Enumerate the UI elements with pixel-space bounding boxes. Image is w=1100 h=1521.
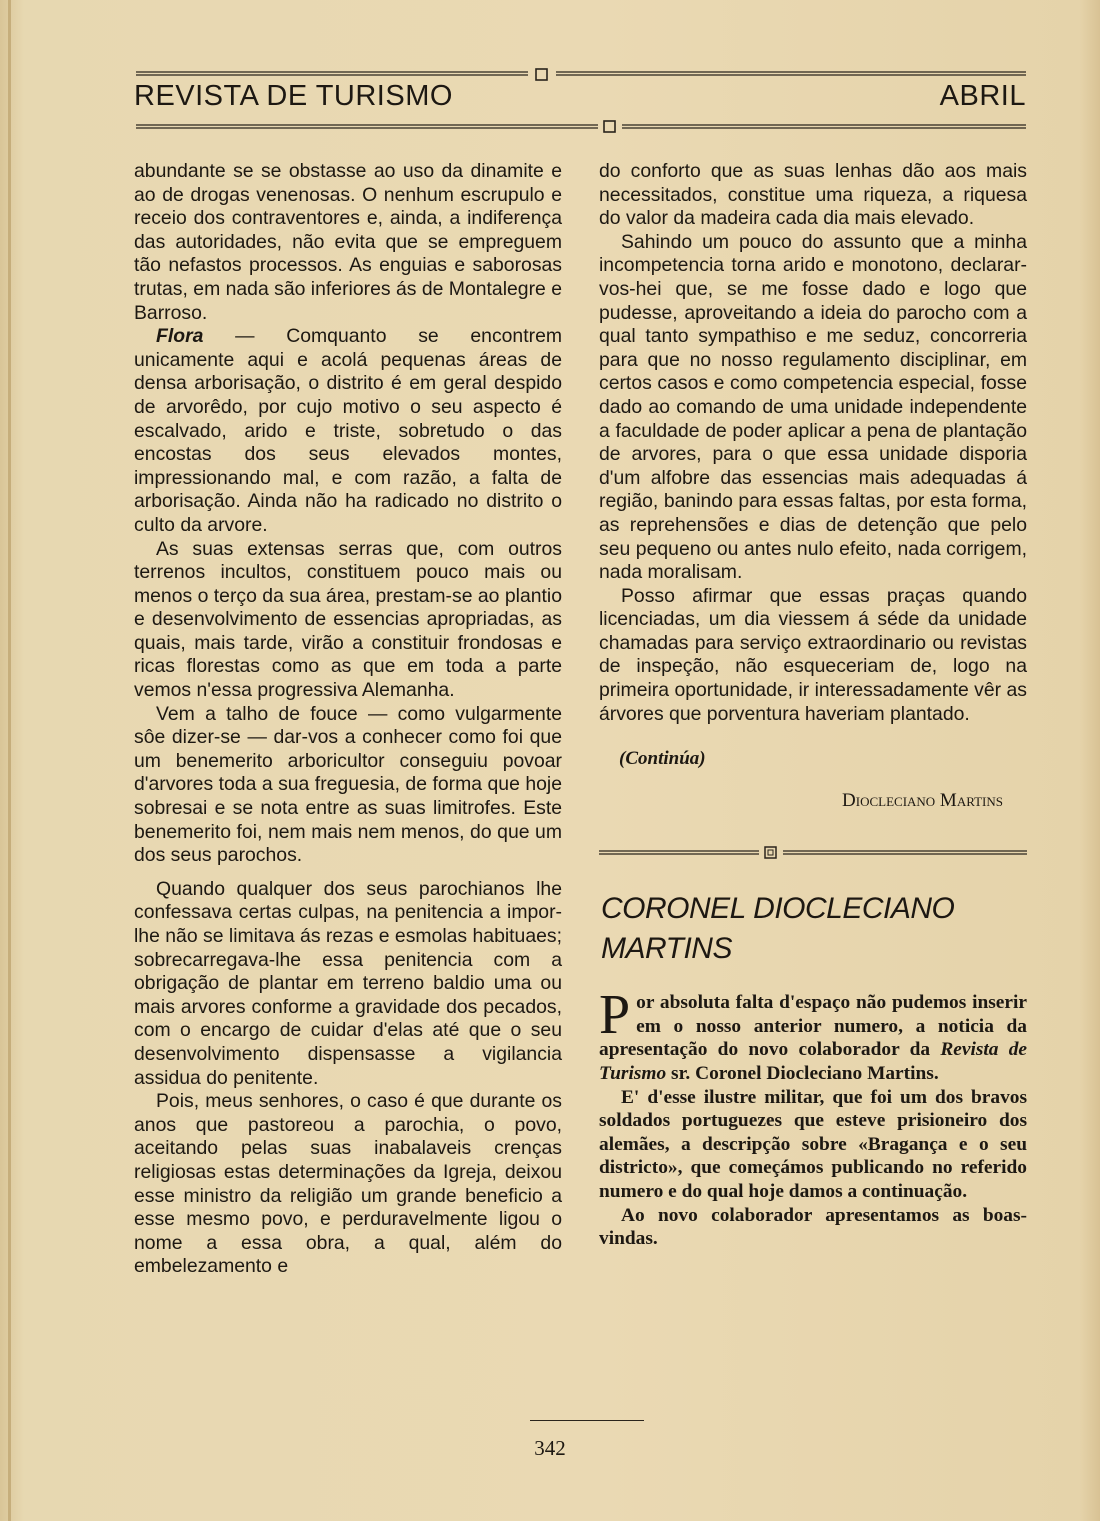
page-edge xyxy=(8,0,11,1521)
paragraph-flora xyxy=(134,325,562,537)
issue-month: ABRIL xyxy=(939,80,1026,112)
section-divider xyxy=(599,846,1027,860)
notice-text: or absoluta falta d'espaço não pudemos inserir em o nosso anterior numero, a noticia da apresentação do novo colaborador da xyxy=(599,992,1027,1061)
article-title xyxy=(601,889,1027,969)
section-lead-flora: Flora xyxy=(156,325,204,348)
page-number: 342 xyxy=(534,1436,566,1460)
header-bottom-rule xyxy=(136,120,1026,134)
left-column xyxy=(134,160,562,1279)
paragraph: Sahindo um pouco do assunto que a minha incompetencia torna arido e monotono, declarar-vos-hei que, se me fosse dado e logo que pudesse, aproveitando a ideia do parocho com a qual tanto sympathiso e me seduz, concorreria para que no nosso regulamento disciplinar, em certos casos e como competencia especial, fosse dado ao comando de uma unidade independente a faculdade de poder aplicar a pena de plantação de arvores, para o que essa unidade disporia d'um alfobre das essencias mais adequadas á região, banindo para essas faltas, por esta forma, as reprehensões e dias de detenção que pelo seu pequeno ou antes nulo efeito, nada corrigem, nada moralisam. xyxy=(599,230,1027,584)
right-column xyxy=(599,160,1027,1251)
author-signature: Diocleciano Martins xyxy=(842,790,1003,812)
journal-name: Revista de Turismo xyxy=(599,1039,1028,1085)
article-title-line: CORONEL DIOCLECIANO xyxy=(601,892,955,926)
notice-paragraph: E' d'esse ilustre militar, que foi um dos bravos soldados portuguezes que esteve prisioneiro dos alemães, a descripção sobre «Bragança e o seu districto», que começámos publicando no referido numero e do qual hoje damos a continuação. xyxy=(599,1086,1027,1202)
paragraph: do conforto que as suas lenhas dão aos mais necessitados, constitue uma riqueza, a riquesa do valor da madeira cada dia mais elevado. xyxy=(599,160,1027,230)
continued-label: (Continúa) xyxy=(619,748,706,770)
article-title-line: MARTINS xyxy=(601,932,732,966)
paragraph: Quando qualquer dos seus parochianos lhe confessava certas culpas, na penitencia a impor-lhe não se limitava ás rezas e esmolas habituaes; sobrecarregava-lhe essa penitencia com a obrigação de plantar em terreno baldio uma ou mais arvores conforme a gravidade dos pecados, com o encargo de cuidar d'elas até que o seu desenvolvimento dispensasse a vigilancia assidua do penitente. xyxy=(134,877,562,1089)
notice-text: sr. Coronel Diocleciano Martins. xyxy=(666,1063,939,1085)
notice-paragraph xyxy=(599,984,1028,1085)
drop-cap: P xyxy=(599,984,631,1047)
paragraph: abundante se se obstasse ao uso da dinamite e ao de drogas venenosas. O nenhum escrupulo e receio dos contraventores e, ainda, a indiferença das autoridades, não evita que se empreguem tão nefastos processos. As enguias e saborosas trutas, em nada são inferiores ás de Montalegre e Barroso. xyxy=(134,160,562,324)
footer-rule xyxy=(530,1420,644,1421)
journal-title: REVISTA DE TURISMO xyxy=(134,80,453,112)
paragraph: Posso afirmar que essas praças quando licenciadas, um dia viessem á séde da unidade chamadas para serviço extraordinario ou revistas de inspeção, não esqueceriam de, logo na primeira oportunidade, ir interessadamente vêr as árvores que porventura haveriam plantado. xyxy=(599,584,1027,725)
paragraph: Pois, meus senhores, o caso é que durante os anos que pastoreou a parochia, o povo, aceitando pelas suas inabalaveis crenças religiosas estas determinações da Igreja, deixou esse ministro da religião um grande beneficio a esse mesmo povo, e perduravelmente ligou o nome a essa obra, a qual, além do embelezamento e xyxy=(134,1090,562,1278)
notice-paragraph: Ao novo colaborador apresentamos as boas-vindas. xyxy=(599,1204,1027,1250)
paragraph-text: — Comquanto se encontrem unicamente aqui e acolá pequenas áreas de densa arborisação, o distrito é em geral despido de arvorêdo, por cujo motivo o seu aspecto é escalvado, arido e triste, sobretudo o das encostas dos seus elevados montes, impressionando mal, e com razão, a falta de arborisação. Ainda não ha radicado no distrito o culto da arvore. xyxy=(134,325,562,536)
paragraph: Vem a talho de fouce — como vulgarmente sôe dizer-se — dar-vos a conhecer como foi que um benemerito arboricultor conseguiu povoar d'arvores toda a sua freguesia, de forma que hoje sobresai e se nota entre as suas limitrofes. Este benemerito foi, nem mais nem menos, do que um dos seus parochos. xyxy=(134,702,562,867)
editorial-notice xyxy=(599,984,1028,1251)
paragraph: As suas extensas serras que, com outros terrenos incultos, constituem pouco mais ou menos o terço da sua área, prestam-se ao plantio e desenvolvimento de essencias apropriadas, as quais, mais tarde, virão a constituir frondosas e ricas florestas como as que em toda a parte vemos n'essa progressiva Alemanha. xyxy=(134,537,562,702)
